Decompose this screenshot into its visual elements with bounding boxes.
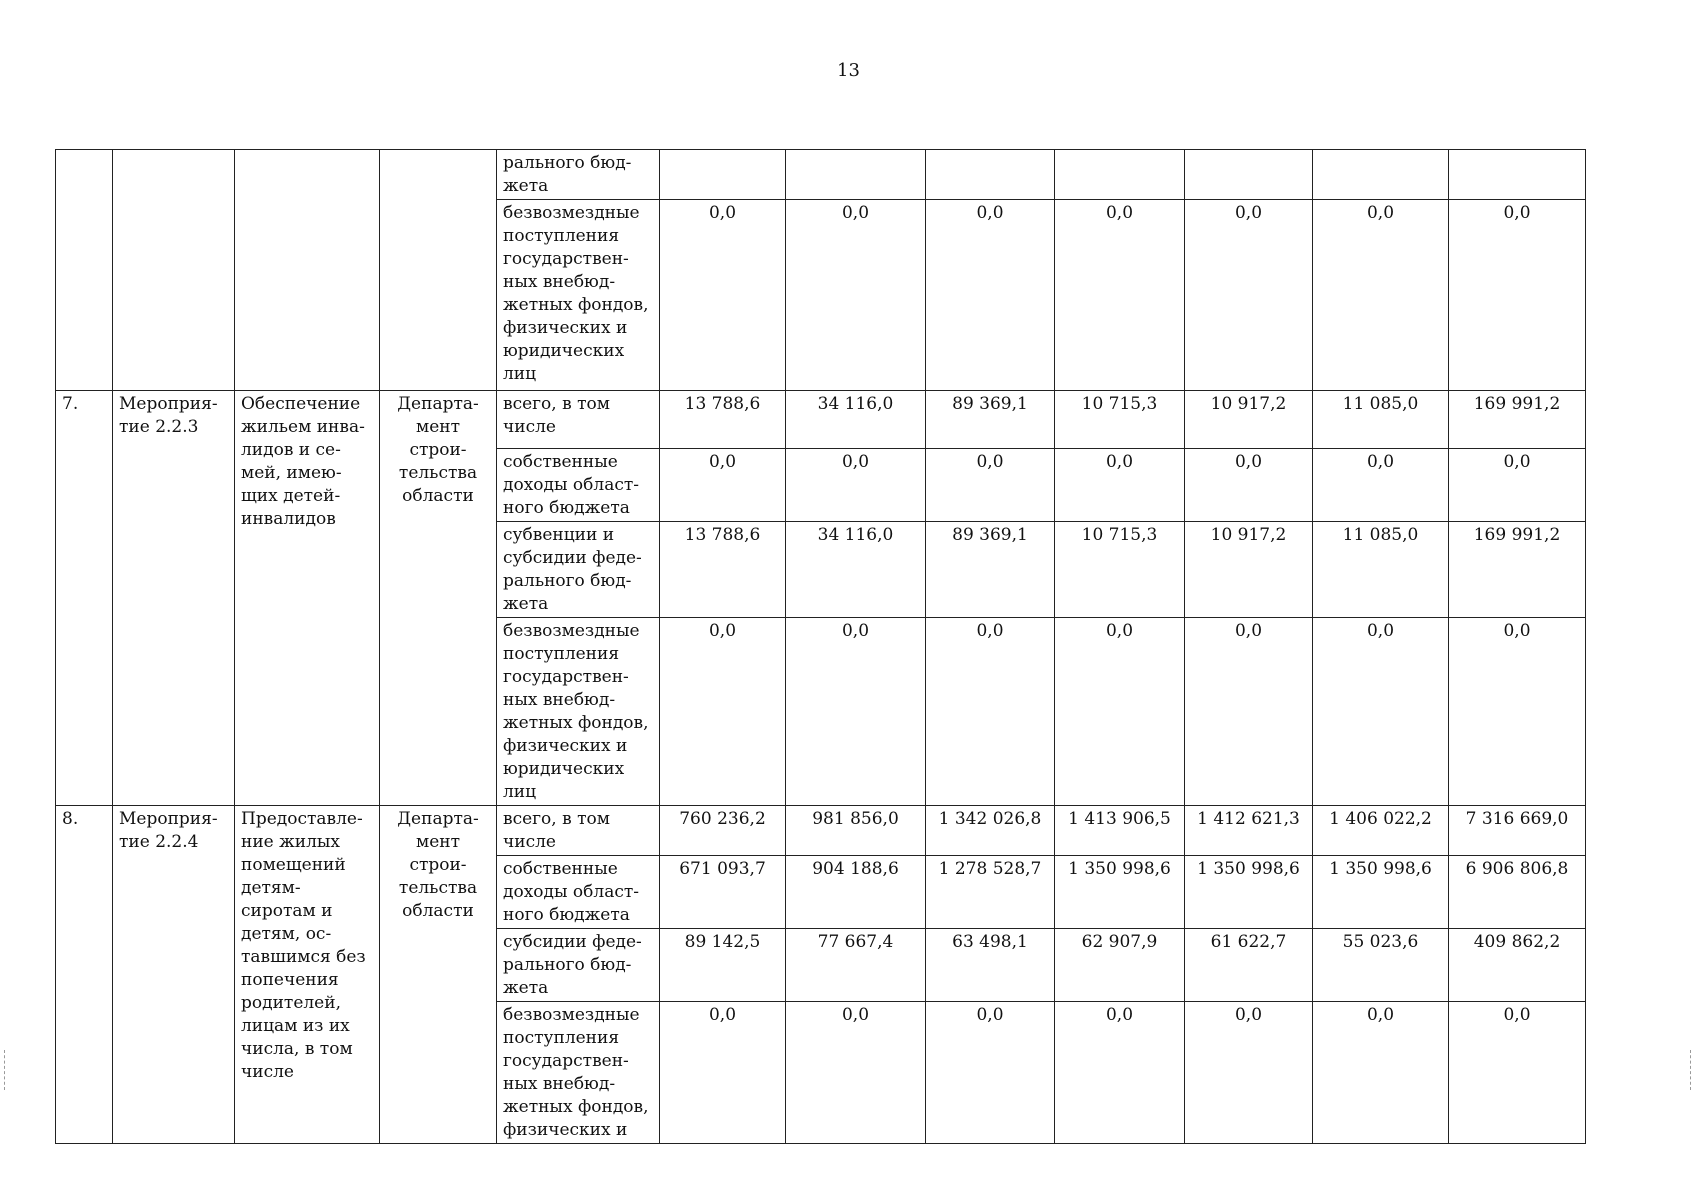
value-cell: 0,0 xyxy=(1055,449,1185,522)
value-cell: 1 342 026,8 xyxy=(926,806,1055,856)
value-cell: 1 350 998,6 xyxy=(1313,856,1449,929)
value-cell: 62 907,9 xyxy=(1055,929,1185,1002)
value-cell: 1 278 528,7 xyxy=(926,856,1055,929)
funding-source: безвозмездные поступления государствен- ных внебюд- жетных фондов, физических и юридических лиц xyxy=(497,618,660,806)
value-cell: 0,0 xyxy=(786,449,926,522)
value-cell: 13 788,6 xyxy=(660,391,786,449)
value-cell: 0,0 xyxy=(660,618,786,806)
value-cell: 7 316 669,0 xyxy=(1449,806,1586,856)
activity-code: Мероприя- тие 2.2.3 xyxy=(113,391,235,806)
value-cell: 0,0 xyxy=(1185,200,1313,391)
funding-source: рального бюд- жета xyxy=(497,150,660,200)
value-cell: 0,0 xyxy=(1313,1002,1449,1144)
funding-source: субвенции и субсидии феде- рального бюд- жета xyxy=(497,522,660,618)
funding-source: безвозмездные поступления государствен- ных внебюд- жетных фондов, физических и юридических лиц xyxy=(497,200,660,391)
cell-empty xyxy=(235,150,380,391)
executor: Департа- мент строи- тельства области xyxy=(380,391,497,806)
value-cell: 6 906 806,8 xyxy=(1449,856,1586,929)
cell-empty xyxy=(113,150,235,391)
value-cell: 0,0 xyxy=(926,200,1055,391)
value-cell: 63 498,1 xyxy=(926,929,1055,1002)
value-cell: 0,0 xyxy=(660,1002,786,1144)
value-cell: 0,0 xyxy=(1185,449,1313,522)
value-cell: 1 350 998,6 xyxy=(1185,856,1313,929)
value-cell: 10 715,3 xyxy=(1055,391,1185,449)
value-cell: 10 917,2 xyxy=(1185,522,1313,618)
value-cell: 0,0 xyxy=(1185,618,1313,806)
cell-empty xyxy=(380,150,497,391)
table-body xyxy=(56,150,1586,1144)
funding-source: собственные доходы област- ного бюджета xyxy=(497,856,660,929)
value-cell xyxy=(786,150,926,200)
activity-name: Предоставле- ние жилых помещений детям- сиротам и детям, ос- тавшимся без попечения родителей, лицам из их числа, в том числе xyxy=(235,806,380,1144)
value-cell xyxy=(926,150,1055,200)
funding-source: всего, в том числе xyxy=(497,806,660,856)
value-cell: 0,0 xyxy=(1449,449,1586,522)
value-cell: 10 715,3 xyxy=(1055,522,1185,618)
value-cell: 0,0 xyxy=(786,618,926,806)
funding-source: безвозмездные поступления государствен- ных внебюд- жетных фондов, физических и xyxy=(497,1002,660,1144)
value-cell: 1 406 022,2 xyxy=(1313,806,1449,856)
funding-source: всего, в том числе xyxy=(497,391,660,449)
activity-code: Мероприя- тие 2.2.4 xyxy=(113,806,235,1144)
page-number: 13 xyxy=(837,60,860,81)
value-cell: 0,0 xyxy=(1313,449,1449,522)
value-cell: 0,0 xyxy=(660,200,786,391)
value-cell: 1 412 621,3 xyxy=(1185,806,1313,856)
value-cell: 13 788,6 xyxy=(660,522,786,618)
value-cell: 0,0 xyxy=(1313,618,1449,806)
value-cell xyxy=(660,150,786,200)
row-number: 8. xyxy=(56,806,113,1144)
value-cell xyxy=(1449,150,1586,200)
value-cell: 0,0 xyxy=(926,449,1055,522)
value-cell: 77 667,4 xyxy=(786,929,926,1002)
value-cell: 0,0 xyxy=(926,1002,1055,1144)
value-cell: 55 023,6 xyxy=(1313,929,1449,1002)
value-cell: 0,0 xyxy=(1449,200,1586,391)
value-cell: 0,0 xyxy=(1055,200,1185,391)
budget-table xyxy=(55,149,1586,1144)
scan-edge-mark xyxy=(1690,1050,1693,1090)
value-cell xyxy=(1055,150,1185,200)
value-cell: 981 856,0 xyxy=(786,806,926,856)
value-cell: 0,0 xyxy=(1055,1002,1185,1144)
cell-empty xyxy=(56,150,113,391)
activity-name: Обеспечение жильем инва- лидов и се- мей, имею- щих детей- инвалидов xyxy=(235,391,380,806)
value-cell: 89 369,1 xyxy=(926,522,1055,618)
value-cell: 0,0 xyxy=(1055,618,1185,806)
value-cell: 0,0 xyxy=(1185,1002,1313,1144)
funding-source: собственные доходы област- ного бюджета xyxy=(497,449,660,522)
value-cell: 0,0 xyxy=(786,1002,926,1144)
value-cell: 409 862,2 xyxy=(1449,929,1586,1002)
row-number: 7. xyxy=(56,391,113,806)
value-cell: 760 236,2 xyxy=(660,806,786,856)
value-cell: 89 142,5 xyxy=(660,929,786,1002)
table-row xyxy=(56,391,1586,449)
value-cell: 61 622,7 xyxy=(1185,929,1313,1002)
funding-source: субсидии феде- рального бюд- жета xyxy=(497,929,660,1002)
value-cell: 0,0 xyxy=(926,618,1055,806)
table-row xyxy=(56,150,1586,200)
value-cell: 0,0 xyxy=(660,449,786,522)
value-cell: 904 188,6 xyxy=(786,856,926,929)
value-cell: 671 093,7 xyxy=(660,856,786,929)
value-cell: 89 369,1 xyxy=(926,391,1055,449)
value-cell: 11 085,0 xyxy=(1313,522,1449,618)
value-cell: 1 350 998,6 xyxy=(1055,856,1185,929)
value-cell: 34 116,0 xyxy=(786,522,926,618)
table-row xyxy=(56,806,1586,856)
value-cell: 169 991,2 xyxy=(1449,522,1586,618)
value-cell: 0,0 xyxy=(786,200,926,391)
value-cell: 34 116,0 xyxy=(786,391,926,449)
scan-edge-mark xyxy=(4,1050,7,1090)
value-cell xyxy=(1313,150,1449,200)
value-cell: 11 085,0 xyxy=(1313,391,1449,449)
value-cell: 0,0 xyxy=(1449,618,1586,806)
value-cell: 0,0 xyxy=(1313,200,1449,391)
executor: Департа- мент строи- тельства области xyxy=(380,806,497,1144)
value-cell: 169 991,2 xyxy=(1449,391,1586,449)
value-cell: 0,0 xyxy=(1449,1002,1586,1144)
value-cell: 1 413 906,5 xyxy=(1055,806,1185,856)
value-cell: 10 917,2 xyxy=(1185,391,1313,449)
value-cell xyxy=(1185,150,1313,200)
